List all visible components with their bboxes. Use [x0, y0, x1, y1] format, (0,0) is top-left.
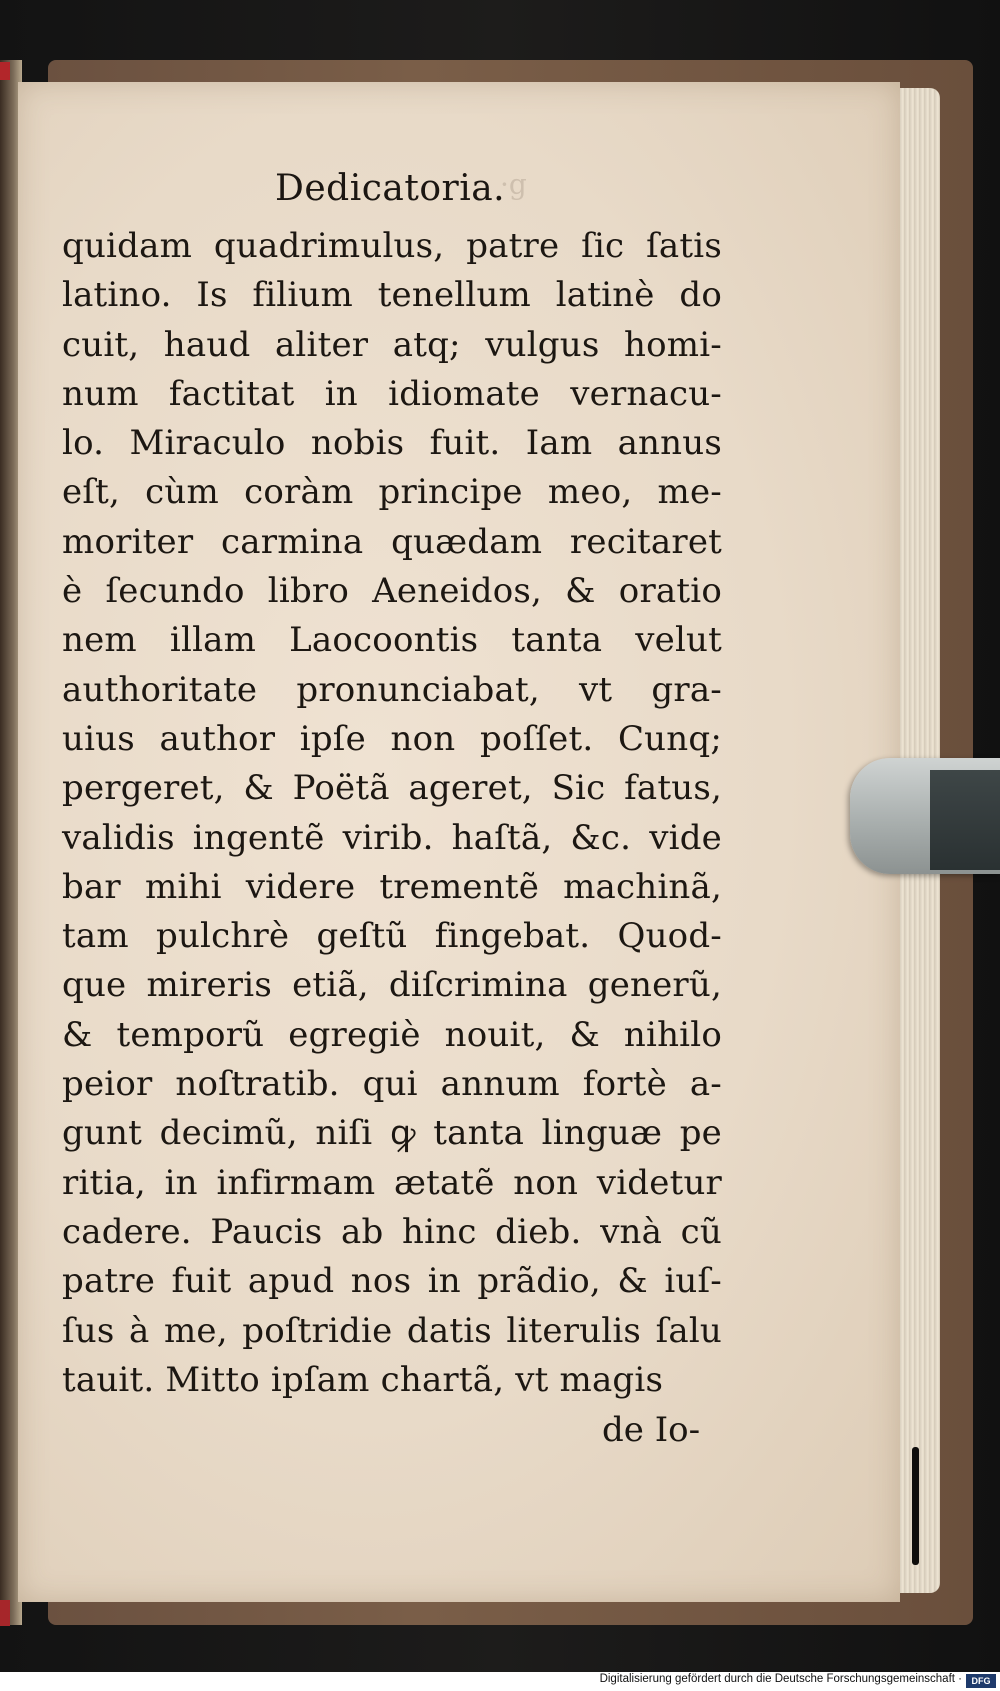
text-line: uius author ipſe non poſſet. Cunq; — [62, 718, 722, 759]
ribbon-bookmark — [912, 1447, 919, 1565]
dfg-logo: DFG — [966, 1674, 996, 1688]
text-line: patre fuit apud nos in prãdio, & iuſ- — [62, 1261, 722, 1302]
text-line: & temporũ egregiè nouit, & nihilo — [62, 1014, 722, 1055]
text-line: que mireris etiã, diſcrimina generũ, — [62, 965, 722, 1006]
text-line: quidam quadrimulus, patre ſic ſatis — [62, 226, 722, 266]
text-line: lo. Miraculo nobis fuit. Iam annus — [62, 423, 722, 464]
text-line: authoritate pronunciabat, vt gra- — [62, 669, 722, 710]
text-line: bar mihi videre trementẽ machinã, — [62, 866, 722, 907]
text-line: pergeret, & Poëtã ageret, Sic fatus, — [62, 768, 722, 809]
text-line: gunt decimũ, niſi ꝙ tanta linguæ pe — [62, 1113, 722, 1154]
left-marker-bottom — [0, 1600, 10, 1626]
left-marker-top — [0, 62, 10, 80]
text-line: eſt, cùm coràm principe meo, me- — [62, 472, 722, 513]
page-clip-shadow — [930, 770, 1000, 870]
funding-credit: Digitalisierung gefördert durch die Deutsche Forschungsgemeinschaft · — [599, 1673, 962, 1685]
text-line: tauit. Mitto ipſam chartã, vt magis — [62, 1359, 664, 1400]
text-line: ritia, in infirmam ætatẽ non videtur — [62, 1162, 722, 1203]
text-line: num factitat in idiomate vernacu- — [62, 373, 722, 414]
bleed-through-mark: ·g — [500, 168, 527, 201]
text-line: tam pulchrè geſtũ fingebat. Quod- — [62, 916, 722, 957]
digitization-footer — [0, 1672, 1000, 1691]
text-line: peior noſtratib. qui annum fortè a- — [62, 1064, 722, 1105]
text-line: ſus à me, poſtridie datis literulis ſalu — [62, 1310, 722, 1351]
text-line: nem illam Laocoontis tanta velut — [62, 620, 722, 661]
text-line: validis ingentẽ virib. haſtã, &c. vide — [62, 817, 722, 858]
text-line: cuit, haud aliter atq; vulgus homi- — [62, 324, 722, 365]
text-block — [62, 222, 722, 1405]
text-line: moriter carmina quædam recitaret — [62, 521, 722, 562]
text-line: è ſecundo libro Aeneidos, & oratio — [62, 571, 722, 612]
running-head: Dedicatoria. — [275, 168, 506, 209]
catchword: de Io- — [602, 1410, 701, 1450]
text-line: cadere. Paucis ab hinc dieb. vnà cũ — [62, 1211, 722, 1252]
text-line: latino. Is filium tenellum latinè do — [62, 275, 722, 316]
